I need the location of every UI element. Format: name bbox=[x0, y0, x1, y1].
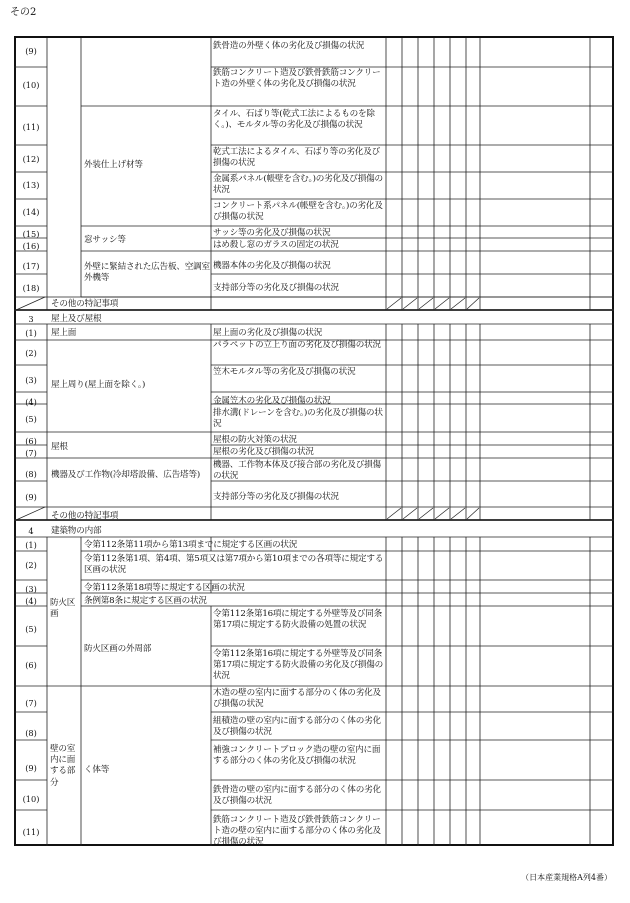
group-label-roof: 屋根 bbox=[51, 442, 68, 452]
row-number: (4) bbox=[25, 397, 37, 407]
grid-line bbox=[467, 298, 479, 309]
grid-line bbox=[16, 507, 45, 520]
check-item: 令第112条第1項、第4項、第5項又は第7項から第10項までの各項等に規定する区画の状況 bbox=[84, 554, 384, 576]
row-number: (17) bbox=[22, 261, 40, 271]
check-item: 金属笠木の劣化及び損傷の状況 bbox=[213, 396, 331, 406]
row-number: (9) bbox=[25, 46, 37, 56]
row-number: (5) bbox=[25, 414, 37, 424]
row-number: (2) bbox=[25, 348, 37, 358]
check-item: 木造の壁の室内に面する部分のく体の劣化及び損傷の状況 bbox=[213, 688, 381, 710]
group-label-fire-compartment: 防火区画 bbox=[50, 598, 76, 620]
special-notes-label: その他の特記事項 bbox=[51, 511, 119, 521]
check-item: 笠木モルタル等の劣化及び損傷の状況 bbox=[213, 367, 356, 377]
row-number: (7) bbox=[25, 698, 37, 708]
special-notes-label: その他の特記事項 bbox=[51, 299, 119, 309]
row-number: (8) bbox=[25, 469, 37, 479]
check-item: サッシ等の劣化及び損傷の状況 bbox=[213, 228, 331, 238]
section-title-interior: 建築物の内部 bbox=[51, 526, 102, 536]
row-number: (4) bbox=[25, 596, 37, 606]
check-item: 令第112条第16項に規定する外壁等及び同条第17項に規定する防火設備の劣化及び損傷の状況 bbox=[213, 649, 384, 682]
grid-line bbox=[467, 508, 479, 519]
footer-paper-size: （日本産業規格A列4番） bbox=[521, 873, 612, 882]
group-label-exterior-finish: 外装仕上げ材等 bbox=[84, 160, 143, 170]
check-item: パラペットの立上り面の劣化及び損傷の状況 bbox=[213, 340, 381, 350]
grid-line bbox=[387, 298, 401, 309]
row-number: (6) bbox=[25, 660, 37, 670]
row-number: (10) bbox=[22, 80, 40, 90]
group-label-roof-top: 屋上面 bbox=[51, 328, 77, 338]
group-label-roof-around: 屋上周り(屋上面を除く。) bbox=[51, 380, 146, 390]
row-number: (14) bbox=[22, 207, 40, 217]
row-number: (11) bbox=[22, 122, 40, 132]
section-number: 4 bbox=[28, 526, 34, 536]
check-item: 鉄骨造の外壁く体の劣化及び損傷の状況 bbox=[213, 41, 365, 51]
grid-line bbox=[403, 508, 417, 519]
row-number: (3) bbox=[25, 584, 37, 594]
grid-line bbox=[403, 298, 417, 309]
row-number: (7) bbox=[25, 448, 37, 458]
check-item: 機器本体の劣化及び損傷の状況 bbox=[213, 261, 331, 271]
grid-line bbox=[419, 508, 433, 519]
check-item: 鉄筋コンクリート造及び鉄骨鉄筋コンクリート造の外壁く体の劣化及び損傷の状況 bbox=[213, 68, 381, 90]
check-item: 鉄筋コンクリート造及び鉄骨鉄筋コンクリート造の壁の室内に面する部分のく体の劣化及び損傷の状況 bbox=[213, 815, 381, 848]
group-label-billboard: 外壁に緊結された広告板、空調室外機等 bbox=[84, 262, 210, 284]
check-item: 組積造の壁の室内に面する部分のく体の劣化及び損傷の状況 bbox=[213, 716, 381, 738]
page-label: その2 bbox=[10, 7, 37, 18]
grid-line bbox=[419, 298, 433, 309]
row-number: (9) bbox=[25, 492, 37, 502]
grid-line bbox=[16, 297, 45, 310]
check-item: タイル、石ばり等(乾式工法によるものを除く。)、モルタル等の劣化及び損傷の状況 bbox=[213, 109, 375, 131]
row-number: (1) bbox=[25, 540, 37, 550]
check-item: 屋上面の劣化及び損傷の状況 bbox=[213, 328, 323, 338]
row-number: (16) bbox=[22, 241, 40, 251]
row-number: (9) bbox=[25, 763, 37, 773]
check-item: 令第112条第16項に規定する外壁等及び同条第17項に規定する防火設備の処置の状況 bbox=[213, 609, 383, 631]
row-number: (5) bbox=[25, 624, 37, 634]
check-item: 支持部分等の劣化及び損傷の状況 bbox=[213, 492, 339, 502]
section-title-roof: 屋上及び屋根 bbox=[51, 314, 102, 324]
check-item: 屋根の防火対策の状況 bbox=[213, 435, 297, 445]
check-item: 乾式工法によるタイル、石ばり等の劣化及び損傷の状況 bbox=[213, 147, 381, 169]
row-number: (10) bbox=[22, 794, 40, 804]
row-number: (18) bbox=[22, 283, 40, 293]
group-label-interior-wall: 壁の室内に面する部分 bbox=[50, 744, 76, 788]
group-label-equipment: 機器及び工作物(冷却塔設備、広告塔等) bbox=[51, 470, 201, 480]
grid-line bbox=[451, 298, 465, 309]
grid-line bbox=[435, 298, 449, 309]
check-item: 支持部分等の劣化及び損傷の状況 bbox=[213, 283, 339, 293]
check-item: 鉄骨造の壁の室内に面する部分のく体の劣化及び損傷の状況 bbox=[213, 785, 381, 807]
check-item: コンクリート系パネル(帳壁を含む。)の劣化及び損傷の状況 bbox=[213, 201, 383, 223]
group-label-fire-outer: 防火区画の外周部 bbox=[84, 644, 152, 654]
row-number: (15) bbox=[22, 229, 40, 239]
check-item: 令第112条第18項等に規定する区画の状況 bbox=[84, 583, 245, 593]
row-number: (6) bbox=[25, 436, 37, 446]
check-item: 金属系パネル(帳壁を含む。)の劣化及び損傷の状況 bbox=[213, 174, 383, 196]
check-item: 条例第8条に規定する区画の状況 bbox=[84, 596, 207, 606]
check-item: 排水溝(ドレーンを含む。)の劣化及び損傷の状況 bbox=[213, 408, 383, 430]
row-number: (2) bbox=[25, 560, 37, 570]
grid-line bbox=[435, 508, 449, 519]
check-item: 屋根の劣化及び損傷の状況 bbox=[213, 447, 314, 457]
row-number: (11) bbox=[22, 827, 40, 837]
check-item: 令第112条第11項から第13項までに規定する区画の状況 bbox=[84, 540, 298, 550]
row-number: (1) bbox=[25, 328, 37, 338]
check-item: 機器、工作物本体及び接合部の劣化及び損傷の状況 bbox=[213, 460, 381, 482]
group-label-kutai: く体等 bbox=[84, 765, 110, 775]
row-number: (13) bbox=[22, 180, 40, 190]
grid-line bbox=[387, 508, 401, 519]
row-number: (12) bbox=[22, 154, 40, 164]
check-item: 補強コンクリートブロック造の壁の室内に面する部分のく体の劣化及び損傷の状況 bbox=[213, 745, 381, 767]
row-number: (8) bbox=[25, 728, 37, 738]
check-item: はめ殺し窓のガラスの固定の状況 bbox=[213, 240, 339, 250]
grid-line bbox=[451, 508, 465, 519]
group-label-sash: 窓サッシ等 bbox=[84, 235, 126, 245]
row-number: (3) bbox=[25, 375, 37, 385]
section-number: 3 bbox=[28, 314, 34, 324]
